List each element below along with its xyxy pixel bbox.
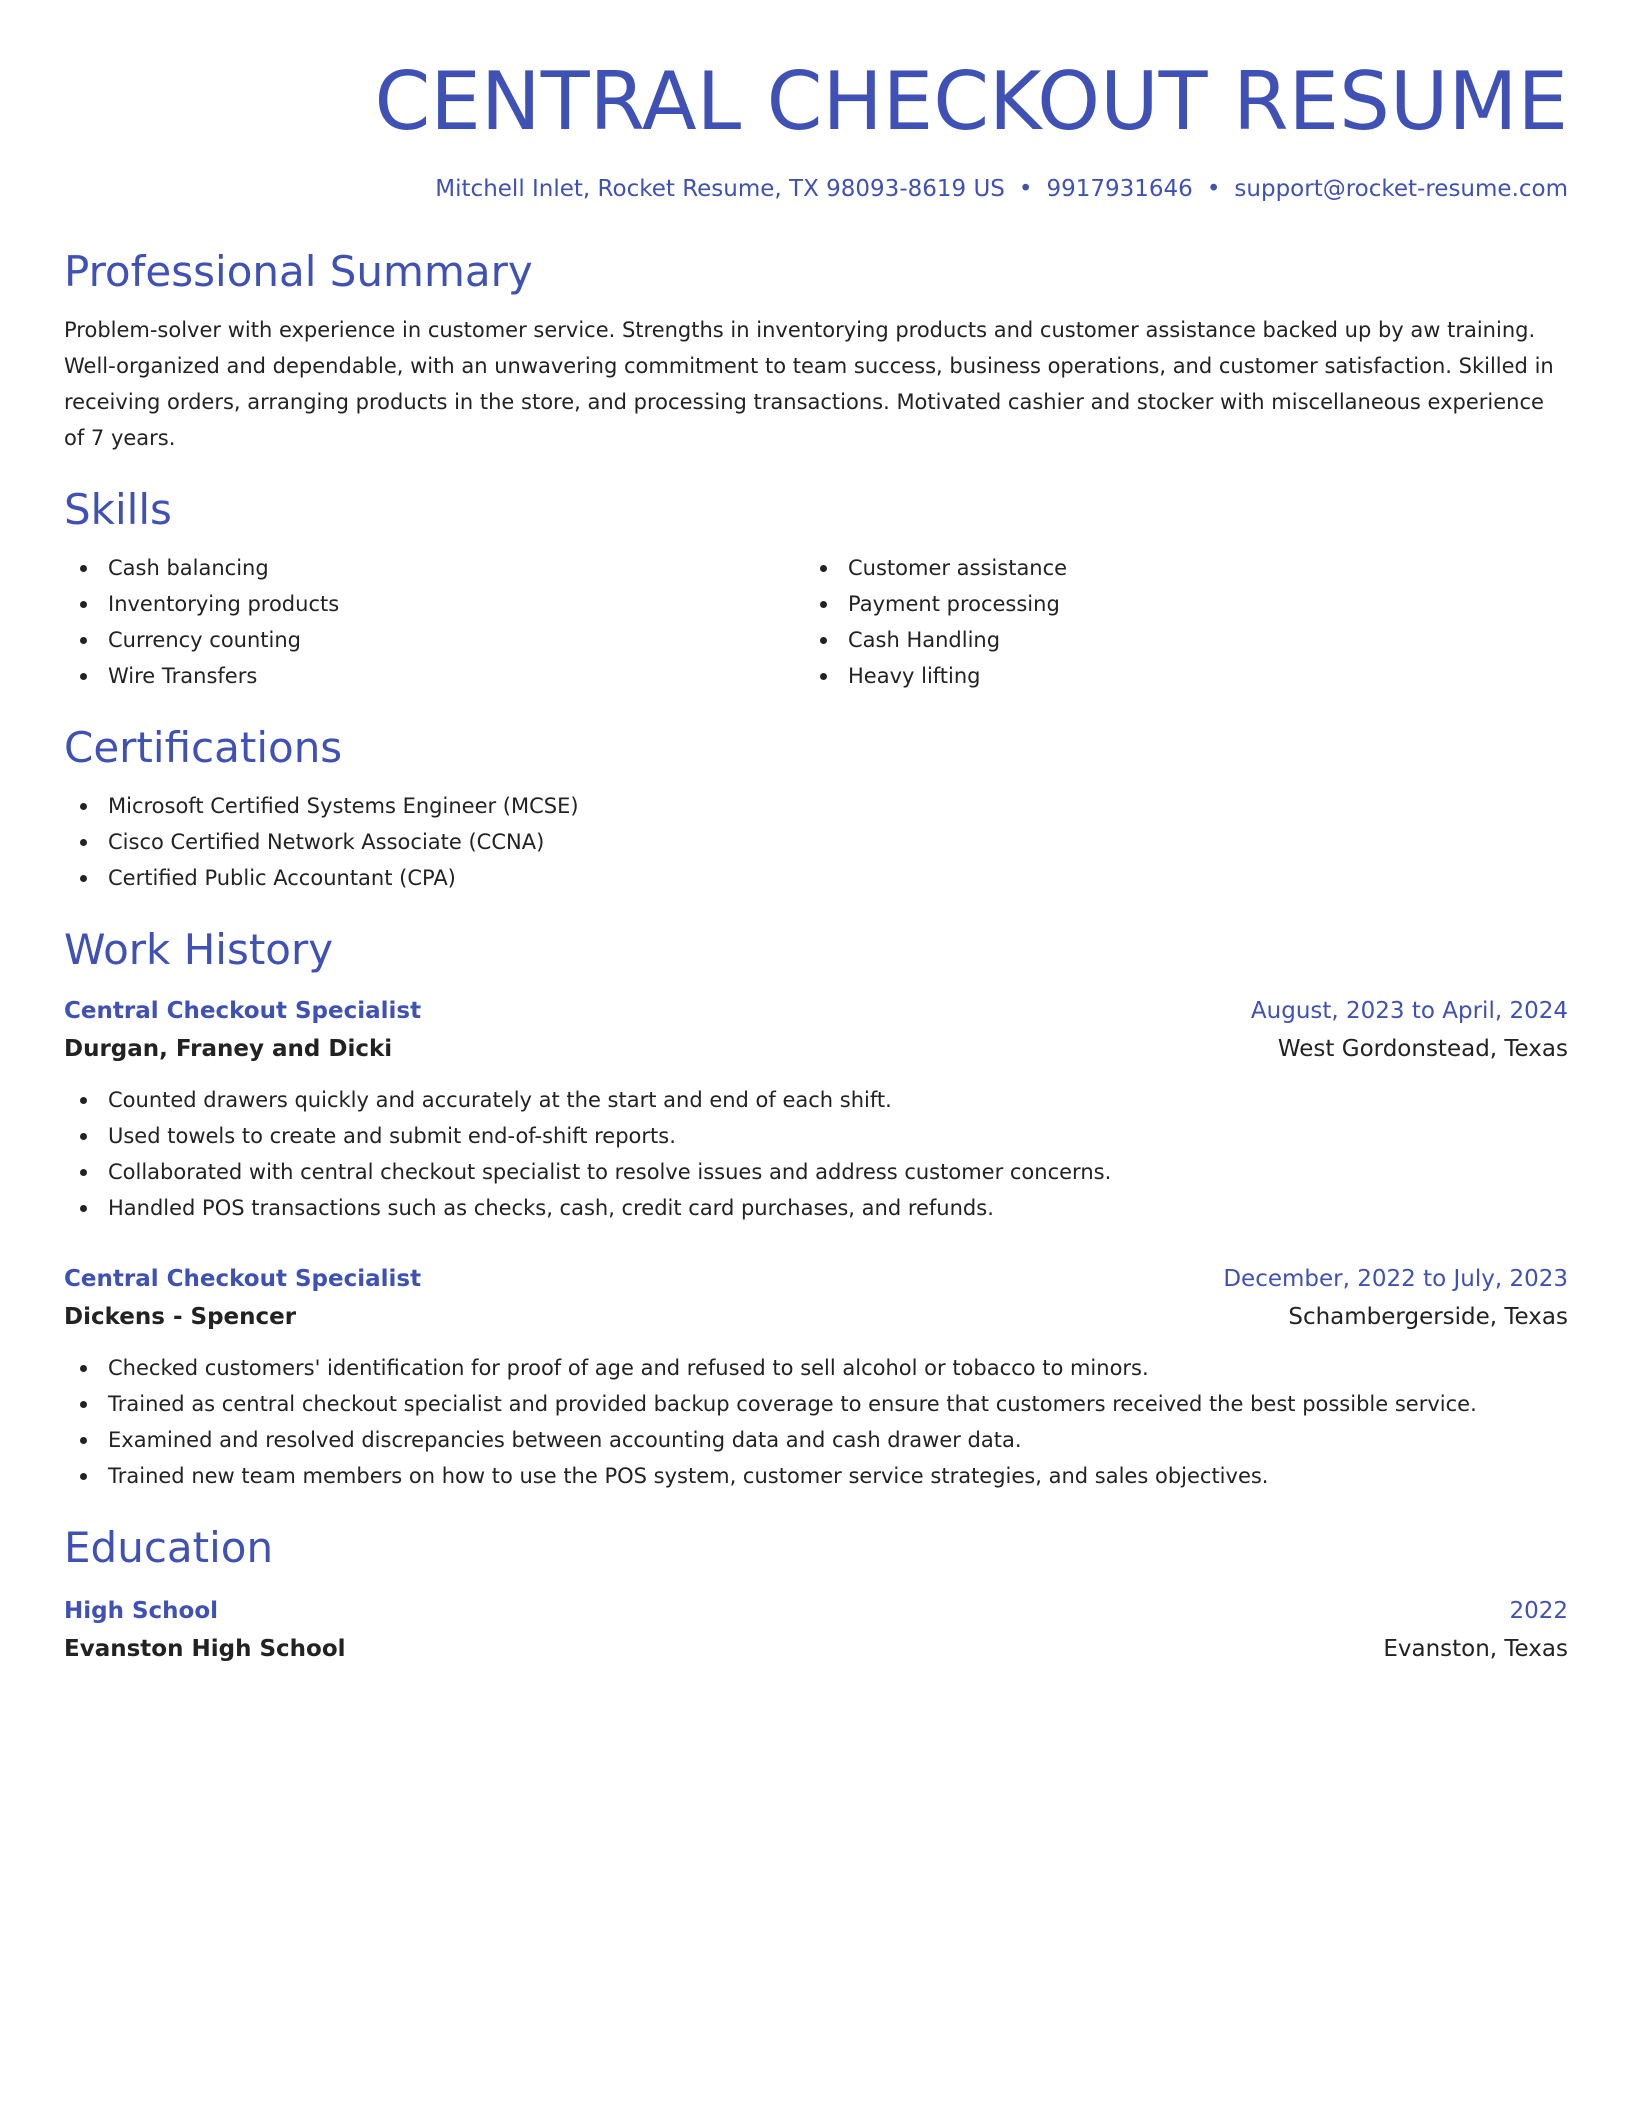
skills-column-left	[64, 550, 804, 694]
contact-line	[64, 172, 1568, 206]
skill-item: Inventorying products	[64, 586, 804, 622]
skills-section	[64, 482, 1568, 694]
education-header-row	[64, 1592, 1568, 1630]
job-title: Central Checkout Specialist	[64, 1266, 422, 1292]
job-company: Durgan, Franey and Dicki	[64, 1036, 393, 1062]
resume-header	[64, 0, 1568, 206]
certification-item: Microsoft Certified Systems Engineer (MCSE)	[64, 788, 1568, 824]
skills-column-right	[804, 550, 1544, 694]
summary-text: Problem-solver with experience in customer service. Strengths in inventorying products and customer assistance backed up by aw training. Well-organized and dependable, with an unwavering commitment to team success, business operations, and customer satisfaction. Skilled in receiving orders, arranging products in the store, and processing transactions. Motivated cashier and stocker with miscellaneous experience of 7 years.	[64, 318, 1554, 450]
job-company-row	[64, 1298, 1568, 1336]
education-school: Evanston High School	[64, 1636, 346, 1662]
job-bullets	[64, 1350, 1568, 1494]
contact-address: Mitchell Inlet, Rocket Resume, TX 98093-8619 US	[435, 176, 1005, 202]
summary-title: Professional Summary	[64, 247, 533, 296]
job-dates: December, 2022 to July, 2023	[1223, 1266, 1568, 1292]
skill-item: Currency counting	[64, 622, 804, 658]
education-year: 2022	[1509, 1598, 1568, 1624]
contact-phone: 9917931646	[1046, 176, 1193, 202]
job-company-row	[64, 1030, 1568, 1068]
skill-item: Heavy lifting	[804, 658, 1544, 694]
job-dates: August, 2023 to April, 2024	[1250, 998, 1568, 1024]
skill-item: Payment processing	[804, 586, 1544, 622]
certification-item: Cisco Certified Network Associate (CCNA)	[64, 824, 1568, 860]
resume-name: CENTRAL CHECKOUT RESUME	[374, 55, 1568, 148]
certifications-title: Certifications	[64, 723, 343, 772]
job-entry	[64, 1260, 1568, 1494]
skill-item: Cash Handling	[804, 622, 1544, 658]
job-bullet: Checked customers' identification for proof of age and refused to sell alcohol or tobacco to minors.	[64, 1350, 1568, 1386]
education-section	[64, 1520, 1568, 1668]
contact-email: support@rocket-resume.com	[1234, 176, 1568, 202]
education-school-row	[64, 1630, 1568, 1668]
job-header-row	[64, 1260, 1568, 1298]
work-history-section	[64, 922, 1568, 1494]
certifications-list	[64, 788, 1568, 896]
job-entry	[64, 992, 1568, 1226]
skill-item: Cash balancing	[64, 550, 804, 586]
job-bullet: Collaborated with central checkout specialist to resolve issues and address customer concerns.	[64, 1154, 1568, 1190]
job-bullet: Trained as central checkout specialist and provided backup coverage to ensure that customers received the best possible service.	[64, 1386, 1568, 1422]
job-company: Dickens - Spencer	[64, 1304, 297, 1330]
work-history-title: Work History	[64, 925, 334, 974]
skills-grid	[64, 550, 1568, 694]
skills-title: Skills	[64, 485, 172, 534]
job-title: Central Checkout Specialist	[64, 998, 422, 1024]
contact-separator: •	[1206, 176, 1221, 202]
job-location: West Gordonstead, Texas	[1277, 1036, 1568, 1062]
job-bullet: Used towels to create and submit end-of-shift reports.	[64, 1118, 1568, 1154]
education-location: Evanston, Texas	[1383, 1636, 1568, 1662]
education-entry	[64, 1592, 1568, 1668]
job-bullet: Handled POS transactions such as checks, cash, credit card purchases, and refunds.	[64, 1190, 1568, 1226]
job-bullet: Trained new team members on how to use the POS system, customer service strategies, and sales objectives.	[64, 1458, 1568, 1494]
education-degree: High School	[64, 1598, 219, 1624]
certification-item: Certified Public Accountant (CPA)	[64, 860, 1568, 896]
summary-section	[64, 244, 1568, 456]
job-bullets	[64, 1082, 1568, 1226]
skill-item: Customer assistance	[804, 550, 1544, 586]
certifications-section	[64, 720, 1568, 896]
job-header-row	[64, 992, 1568, 1030]
contact-separator: •	[1018, 176, 1033, 202]
job-location: Schambergerside, Texas	[1288, 1304, 1568, 1330]
job-bullet: Examined and resolved discrepancies between accounting data and cash drawer data.	[64, 1422, 1568, 1458]
job-bullet: Counted drawers quickly and accurately at the start and end of each shift.	[64, 1082, 1568, 1118]
education-title: Education	[64, 1523, 274, 1572]
skill-item: Wire Transfers	[64, 658, 804, 694]
